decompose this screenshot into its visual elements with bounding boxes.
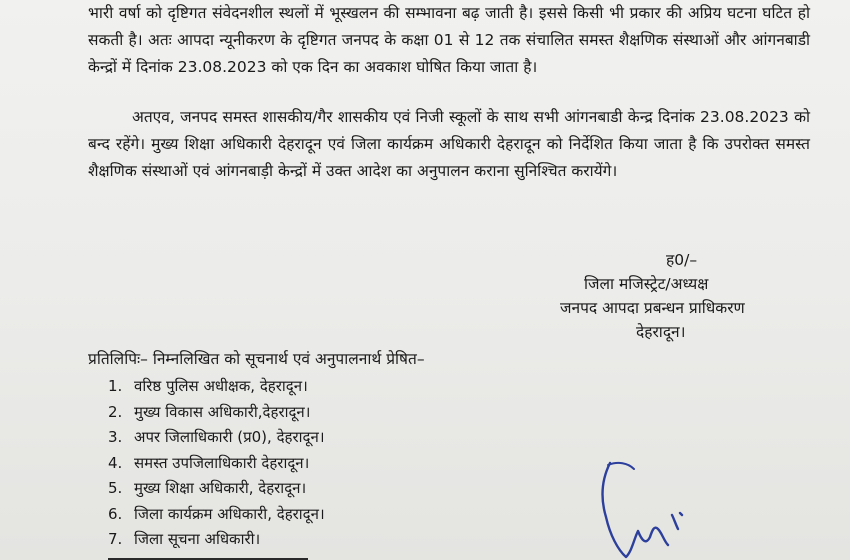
- cut-off-list-item: [108, 550, 368, 560]
- list-item-text: जिला कार्यक्रम अधिकारी, देहरादून।: [134, 504, 325, 523]
- list-item-text: मुख्य शिक्षा अधिकारी, देहरादून।: [134, 479, 307, 497]
- handwritten-signature: [588, 455, 698, 560]
- signatory-designation: जिला मजिस्ट्रेट/अध्यक्ष: [584, 275, 709, 293]
- signatory-place: देहरादून।: [636, 323, 686, 341]
- list-item-number: 3.: [108, 428, 123, 446]
- list-item-number: 5.: [108, 479, 123, 497]
- signatory-block: [560, 248, 800, 344]
- list-item: [108, 502, 325, 528]
- copy-heading: प्रतिलिपिः– निम्नलिखित को सूचनार्थ एवं अनुपालनार्थ प्रेषित–: [88, 350, 425, 368]
- list-item-text: जिला सूचना अधिकारी।: [134, 530, 261, 548]
- list-item: [108, 527, 325, 553]
- list-item-number: 1.: [108, 377, 123, 395]
- list-item-number: 4.: [108, 453, 123, 472]
- list-item: [108, 425, 325, 451]
- body-paragraph-2: अतएव, जनपद समस्त शासकीय/गैर शासकीय एवं निजी स्कूलों के साथ सभी आंगनबाडी केन्द्र दिनांक 23.08.2023 को बन्द रहेंगे। मुख्य शिक्षा अधिकारी देहरादून एवं जिला कार्यक्रम अधिकारी देहरादून को निर्देशित किया जाता है कि उपरोक्त समस्त शैक्षणिक संस्थाओं एवं आंगनबाड़ी केन्द्रों में उक्त आदेश का अनुपालन कराना सुनिश्चित करायेंगे।: [88, 108, 810, 180]
- signatory-authority: जनपद आपदा प्रबन्धन प्राधिकरण: [560, 299, 745, 317]
- list-item: [108, 476, 325, 502]
- list-item: [108, 374, 325, 400]
- list-item-text: वरिष्ठ पुलिस अधीक्षक, देहरादून।: [134, 377, 308, 395]
- list-item-number: 6.: [108, 504, 123, 523]
- list-item-text: मुख्य विकास अधिकारी,देहरादून।: [134, 402, 311, 421]
- list-item-number: 2.: [108, 402, 123, 421]
- signed-mark: ह0/–: [666, 251, 698, 269]
- list-item: [108, 451, 325, 477]
- list-item-text: समस्त उपजिलाधिकारी देहरादून।: [134, 453, 310, 472]
- list-item: [108, 400, 325, 426]
- body-paragraph-1: भारी वर्षा को दृष्टिगत संवेदनशील स्थलों में भूस्खलन की सम्भावना बढ़ जाती है। इससे किसी भी प्रकार की अप्रिय घटना घटित हो सकती है। अतः आपदा न्यूनीकरण के दृष्टिगत जनपद के कक्षा 01 से 12 तक संचालित समस्त शैक्षणिक संस्थाओं और आंगनबाडी केन्द्रों में दिनांक 23.08.2023 को एक दिन का अवकाश घोषित किया जाता है।: [88, 4, 810, 76]
- list-item-text: अपर जिलाधिकारी (प्र0), देहरादून।: [134, 428, 325, 446]
- list-item-number: 7.: [108, 530, 123, 548]
- copy-list: [108, 374, 325, 553]
